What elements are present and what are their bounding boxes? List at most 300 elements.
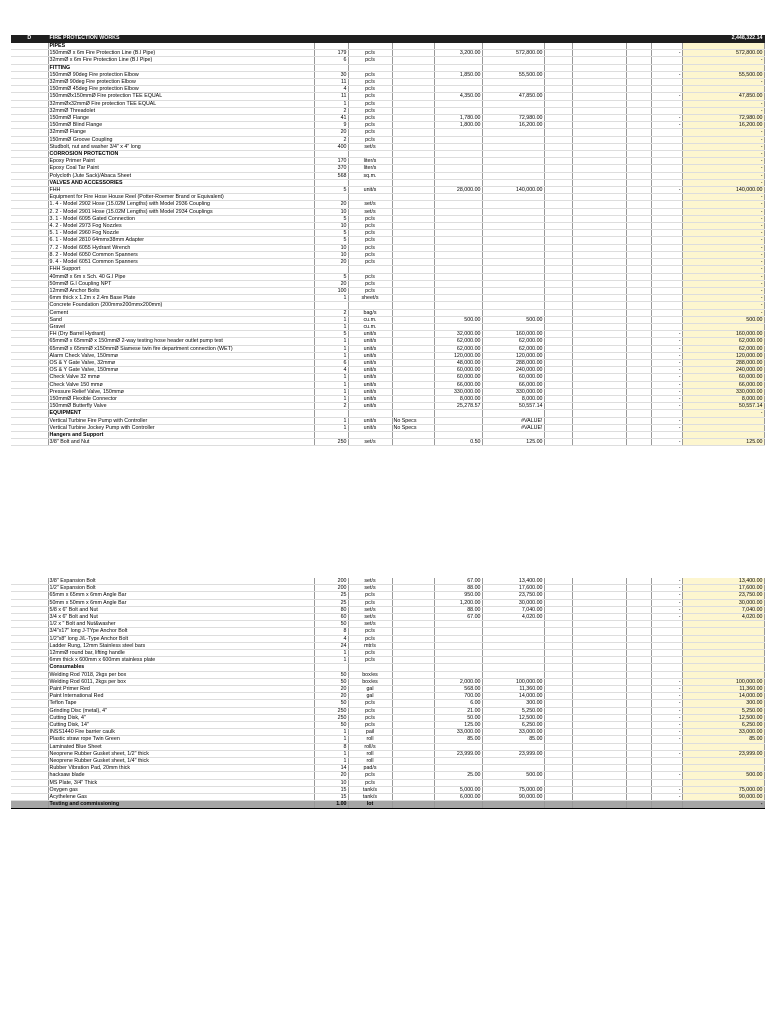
item-amount [482, 779, 544, 786]
blank-cell [626, 86, 651, 93]
item-specs [392, 230, 434, 237]
item-total: - [682, 295, 764, 302]
item-amount [482, 671, 544, 678]
table-row [11, 707, 764, 714]
item-dash: - [651, 374, 682, 381]
blank-cell [544, 122, 572, 129]
item-unit: unit/s [348, 374, 392, 381]
item-quantity: 20 [314, 280, 348, 287]
item-amount [482, 143, 544, 150]
item-specs [392, 410, 434, 417]
item-total: 17,600.00 [682, 585, 764, 592]
blank-cell [572, 388, 626, 395]
item-specs [392, 194, 434, 201]
table-row [11, 316, 764, 323]
blank-cell [572, 714, 626, 721]
item-amount: 125.00 [482, 439, 544, 446]
table-row [11, 621, 764, 628]
item-amount: 300.00 [482, 700, 544, 707]
blank-cell [544, 172, 572, 179]
item-unit-price [434, 635, 482, 642]
blank-cell [544, 367, 572, 374]
item-total [682, 323, 764, 330]
table-row [11, 143, 764, 150]
item-description: Rubber Vibration Pad, 20mm thick [48, 765, 314, 772]
item-unit: pc/s [348, 122, 392, 129]
item-dash [651, 621, 682, 628]
item-amount: 30,000.00 [482, 599, 544, 606]
blank-cell [544, 50, 572, 57]
blank-cell [572, 244, 626, 251]
item-unit: set/s [348, 614, 392, 621]
blank-cell [572, 201, 626, 208]
item-specs [392, 621, 434, 628]
blank-cell [626, 71, 651, 78]
item-dash: - [651, 722, 682, 729]
item-specs [392, 201, 434, 208]
blank-cell [572, 678, 626, 685]
blank-cell [626, 259, 651, 266]
blank-cell [544, 765, 572, 772]
table-row [11, 395, 764, 402]
item-quantity: 5 [314, 237, 348, 244]
item-total: - [682, 107, 764, 114]
item-specs [392, 388, 434, 395]
item-specs [392, 208, 434, 215]
item-amount [482, 158, 544, 165]
item-amount [482, 179, 544, 186]
blank-cell [626, 331, 651, 338]
blank-cell [572, 621, 626, 628]
table-row [11, 179, 764, 186]
table-row [11, 43, 764, 50]
item-quantity: 20 [314, 693, 348, 700]
item-code [11, 714, 48, 721]
blank-cell [626, 657, 651, 664]
blank-cell [572, 179, 626, 186]
blank-cell [572, 194, 626, 201]
item-total: - [682, 266, 764, 273]
item-specs [392, 614, 434, 621]
item-amount [482, 79, 544, 86]
blank-cell [544, 686, 572, 693]
item-unit-price [434, 143, 482, 150]
item-unit: pc/s [348, 592, 392, 599]
item-quantity [314, 302, 348, 309]
item-quantity [314, 151, 348, 158]
item-specs [392, 172, 434, 179]
item-code [11, 57, 48, 64]
item-description: Welding Rod 7018, 2kgs per box [48, 671, 314, 678]
item-dash: - [651, 417, 682, 424]
item-specs [392, 237, 434, 244]
item-description: 50mmØ G.I Coupling NPT [48, 280, 314, 287]
item-unit [348, 410, 392, 417]
item-amount [482, 57, 544, 64]
blank-cell [572, 338, 626, 345]
item-total: 62,000.00 [682, 345, 764, 352]
blank-cell [572, 323, 626, 330]
blank-cell [572, 606, 626, 613]
blank-cell [626, 122, 651, 129]
item-dash: - [651, 367, 682, 374]
item-code [11, 424, 48, 431]
item-specs [392, 295, 434, 302]
item-description: Plastic straw rope Twin Green [48, 736, 314, 743]
item-amount: 8,000.00 [482, 395, 544, 402]
item-total: 23,750.00 [682, 592, 764, 599]
table-row [11, 729, 764, 736]
table-row [11, 614, 764, 621]
bill-of-quantities-page-1 [11, 35, 765, 446]
item-dash [651, 635, 682, 642]
item-unit: pc/s [348, 237, 392, 244]
item-unit: pc/s [348, 86, 392, 93]
item-quantity: 1 [314, 345, 348, 352]
item-total: 47,850.00 [682, 93, 764, 100]
item-dash [651, 743, 682, 750]
item-amount: 62,000.00 [482, 338, 544, 345]
item-code [11, 439, 48, 446]
blank-cell [544, 115, 572, 122]
item-amount: 72,980.00 [482, 115, 544, 122]
item-total: - [682, 309, 764, 316]
item-unit: unit/s [348, 331, 392, 338]
item-amount: 16,200.00 [482, 122, 544, 129]
blank-cell [544, 230, 572, 237]
item-quantity: 50 [314, 722, 348, 729]
item-unit-price [434, 86, 482, 93]
item-quantity: 50 [314, 700, 348, 707]
blank-cell [626, 750, 651, 757]
item-unit: unit/s [348, 417, 392, 424]
item-specs [392, 338, 434, 345]
item-amount [482, 410, 544, 417]
item-dash: - [651, 729, 682, 736]
blank-cell [544, 359, 572, 366]
item-description: 65mmØ x 65mmØ x150mmØ Siamese twin fire department connection (WET) [48, 345, 314, 352]
item-specs [392, 151, 434, 158]
blank-cell [572, 431, 626, 438]
item-description: Equipment for Fire Hose House Reel (Potter-Roemer Brand or Equivalent) [48, 194, 314, 201]
item-unit: liter/s [348, 158, 392, 165]
item-total: 500.00 [682, 772, 764, 779]
item-specs [392, 359, 434, 366]
blank-cell [572, 794, 626, 801]
blank-cell [626, 700, 651, 707]
item-unit-price: 1,850.00 [434, 71, 482, 78]
item-description: Concrete Foundation (200mmx200mmx200mm) [48, 302, 314, 309]
item-description: Alarm Check Valve, 150mmø [48, 352, 314, 359]
item-code [11, 686, 48, 693]
item-unit-price: 23,999.00 [434, 750, 482, 757]
blank-cell [544, 700, 572, 707]
table-row [11, 722, 764, 729]
item-code [11, 417, 48, 424]
item-total [682, 642, 764, 649]
item-unit [348, 179, 392, 186]
blank-cell [626, 64, 651, 71]
item-quantity [314, 64, 348, 71]
blank-cell [572, 287, 626, 294]
item-specs [392, 381, 434, 388]
item-description: 4. 2 - Model 2973 Fog Nozzles [48, 223, 314, 230]
item-quantity: 5 [314, 331, 348, 338]
item-amount: #VALUE! [482, 417, 544, 424]
item-code [11, 172, 48, 179]
blank-cell [626, 736, 651, 743]
item-dash: - [651, 345, 682, 352]
blank-cell [544, 585, 572, 592]
item-code [11, 251, 48, 258]
item-quantity: 1 [314, 657, 348, 664]
item-specs [392, 671, 434, 678]
item-specs [392, 765, 434, 772]
table-row [11, 657, 764, 664]
item-specs [392, 71, 434, 78]
table-row [11, 424, 764, 431]
blank-cell [572, 295, 626, 302]
table-row [11, 635, 764, 642]
item-unit-price: 85.00 [434, 736, 482, 743]
item-code [11, 266, 48, 273]
item-quantity [314, 431, 348, 438]
item-specs [392, 43, 434, 50]
item-code [11, 345, 48, 352]
item-total: - [682, 201, 764, 208]
item-unit: unit/s [348, 338, 392, 345]
blank-cell [626, 606, 651, 613]
blank-cell [626, 693, 651, 700]
item-total: - [682, 215, 764, 222]
table-row [11, 151, 764, 158]
item-unit-price [434, 158, 482, 165]
item-unit-price: 33,000.00 [434, 729, 482, 736]
blank-cell [572, 79, 626, 86]
blank-cell [626, 729, 651, 736]
item-quantity: 50 [314, 671, 348, 678]
item-total: 8,000.00 [682, 395, 764, 402]
item-unit: set/s [348, 208, 392, 215]
blank-cell [572, 57, 626, 64]
table-row [11, 765, 764, 772]
blank-cell [544, 93, 572, 100]
item-total [682, 743, 764, 750]
item-unit-price: 120,000.00 [434, 352, 482, 359]
item-code [11, 786, 48, 793]
table-row [11, 671, 764, 678]
blank-cell [626, 707, 651, 714]
item-total [682, 64, 764, 71]
blank-cell [572, 395, 626, 402]
item-quantity: 10 [314, 223, 348, 230]
item-code [11, 338, 48, 345]
item-unit: pc/s [348, 93, 392, 100]
item-dash [651, 431, 682, 438]
item-amount [482, 259, 544, 266]
blank-cell [626, 251, 651, 258]
item-description: MS Plate, 3/4" Thick [48, 779, 314, 786]
item-description: 32mmØ Threadolet [48, 107, 314, 114]
item-specs [392, 309, 434, 316]
item-quantity [314, 194, 348, 201]
table-row [11, 628, 764, 635]
item-unit-price [434, 273, 482, 280]
item-dash [651, 302, 682, 309]
item-code [11, 86, 48, 93]
table-row [11, 439, 764, 446]
item-unit-price: 32,000.00 [434, 331, 482, 338]
item-description: Laminated Blue Sheet [48, 743, 314, 750]
item-amount [482, 100, 544, 107]
item-code [11, 115, 48, 122]
table-row [11, 158, 764, 165]
blank-cell [572, 86, 626, 93]
item-unit-price: 67.00 [434, 578, 482, 585]
item-dash: - [651, 707, 682, 714]
item-quantity: 568 [314, 172, 348, 179]
item-dash [651, 323, 682, 330]
item-dash [651, 765, 682, 772]
blank-cell [626, 664, 651, 671]
table-row [11, 642, 764, 649]
item-description: PIPES [48, 43, 314, 50]
item-dash [651, 230, 682, 237]
item-unit: unit/s [348, 403, 392, 410]
table-row [11, 338, 764, 345]
blank-cell [572, 614, 626, 621]
item-specs: No Specs [392, 417, 434, 424]
item-amount [482, 223, 544, 230]
item-unit-price: 62,000.00 [434, 345, 482, 352]
item-unit: pc/s [348, 223, 392, 230]
item-dash [651, 758, 682, 765]
item-amount: 90,000.00 [482, 794, 544, 801]
blank-cell [544, 273, 572, 280]
table-row [11, 599, 764, 606]
item-quantity: 6 [314, 57, 348, 64]
table-row [11, 79, 764, 86]
blank-cell [544, 158, 572, 165]
blank-cell [572, 367, 626, 374]
blank-cell [626, 671, 651, 678]
item-code [11, 599, 48, 606]
item-total [682, 86, 764, 93]
blank-cell [544, 259, 572, 266]
blank-cell [544, 143, 572, 150]
item-total: - [682, 208, 764, 215]
item-quantity: 4 [314, 635, 348, 642]
item-total: - [682, 79, 764, 86]
item-quantity: 1 [314, 417, 348, 424]
item-description: 32mmØ 90deg Fire protection Elbow [48, 79, 314, 86]
table-row [11, 650, 764, 657]
blank-cell [572, 187, 626, 194]
section-total: 2,448,322.14 [682, 35, 764, 43]
section-header-row [11, 35, 764, 43]
item-unit: pc/s [348, 273, 392, 280]
blank-cell [572, 374, 626, 381]
item-description: Cutting Disk, 4" [48, 714, 314, 721]
blank-cell [626, 772, 651, 779]
item-specs [392, 136, 434, 143]
blank-cell [544, 381, 572, 388]
table-row [11, 280, 764, 287]
item-unit-price [434, 671, 482, 678]
item-code [11, 79, 48, 86]
item-quantity [314, 43, 348, 50]
blank-cell [572, 424, 626, 431]
item-dash: - [651, 693, 682, 700]
item-total [682, 664, 764, 671]
item-dash: - [651, 93, 682, 100]
item-dash: - [651, 439, 682, 446]
blank-cell [572, 64, 626, 71]
item-dash: - [651, 50, 682, 57]
item-unit: roll [348, 750, 392, 757]
item-description: 32mmØx32mmØ Fire protection TEE EQUAL [48, 100, 314, 107]
blank-cell [572, 158, 626, 165]
item-amount [482, 635, 544, 642]
blank-cell [626, 280, 651, 287]
item-code [11, 678, 48, 685]
item-specs [392, 403, 434, 410]
blank-cell [626, 223, 651, 230]
item-amount: 23,750.00 [482, 592, 544, 599]
item-unit: bag/s [348, 309, 392, 316]
blank-cell [572, 50, 626, 57]
item-quantity: 1 [314, 424, 348, 431]
item-total: - [682, 801, 764, 808]
blank-cell [572, 43, 626, 50]
item-unit-price: 67.00 [434, 614, 482, 621]
item-total: 6,250.00 [682, 722, 764, 729]
item-description: 7. 2 - Model 6055 Hydrant Wrench [48, 244, 314, 251]
item-amount: #VALUE! [482, 424, 544, 431]
item-unit-price [434, 657, 482, 664]
item-total: - [682, 57, 764, 64]
item-amount [482, 323, 544, 330]
item-description: 5. 1 - Model 2960 Fog Nozzle [48, 230, 314, 237]
blank-cell [626, 302, 651, 309]
item-total: - [682, 237, 764, 244]
item-total: 500.00 [682, 316, 764, 323]
item-total: 100,000.00 [682, 678, 764, 685]
item-dash: - [651, 585, 682, 592]
item-unit-price: 60,000.00 [434, 367, 482, 374]
item-code [11, 750, 48, 757]
item-amount [482, 657, 544, 664]
item-quantity: 1 [314, 352, 348, 359]
blank-cell [544, 772, 572, 779]
blank-cell [544, 187, 572, 194]
item-dash: - [651, 599, 682, 606]
item-amount: 50,557.14 [482, 403, 544, 410]
blank-cell [572, 151, 626, 158]
blank-cell [544, 151, 572, 158]
item-description: Sand [48, 316, 314, 323]
item-total [682, 635, 764, 642]
item-total: 11,360.00 [682, 686, 764, 693]
item-amount: 47,850.00 [482, 93, 544, 100]
blank-cell [626, 352, 651, 359]
item-quantity: 100 [314, 287, 348, 294]
item-description: 3/4"x17" long J-TYpe Anchor Bolt [48, 628, 314, 635]
item-description: OS & Y Gate Valve, 150mmø [48, 367, 314, 374]
item-description: Check Valve 32 mmø [48, 374, 314, 381]
item-description: Vertical Turbine Fire Pump with Controller [48, 417, 314, 424]
blank-cell [544, 650, 572, 657]
